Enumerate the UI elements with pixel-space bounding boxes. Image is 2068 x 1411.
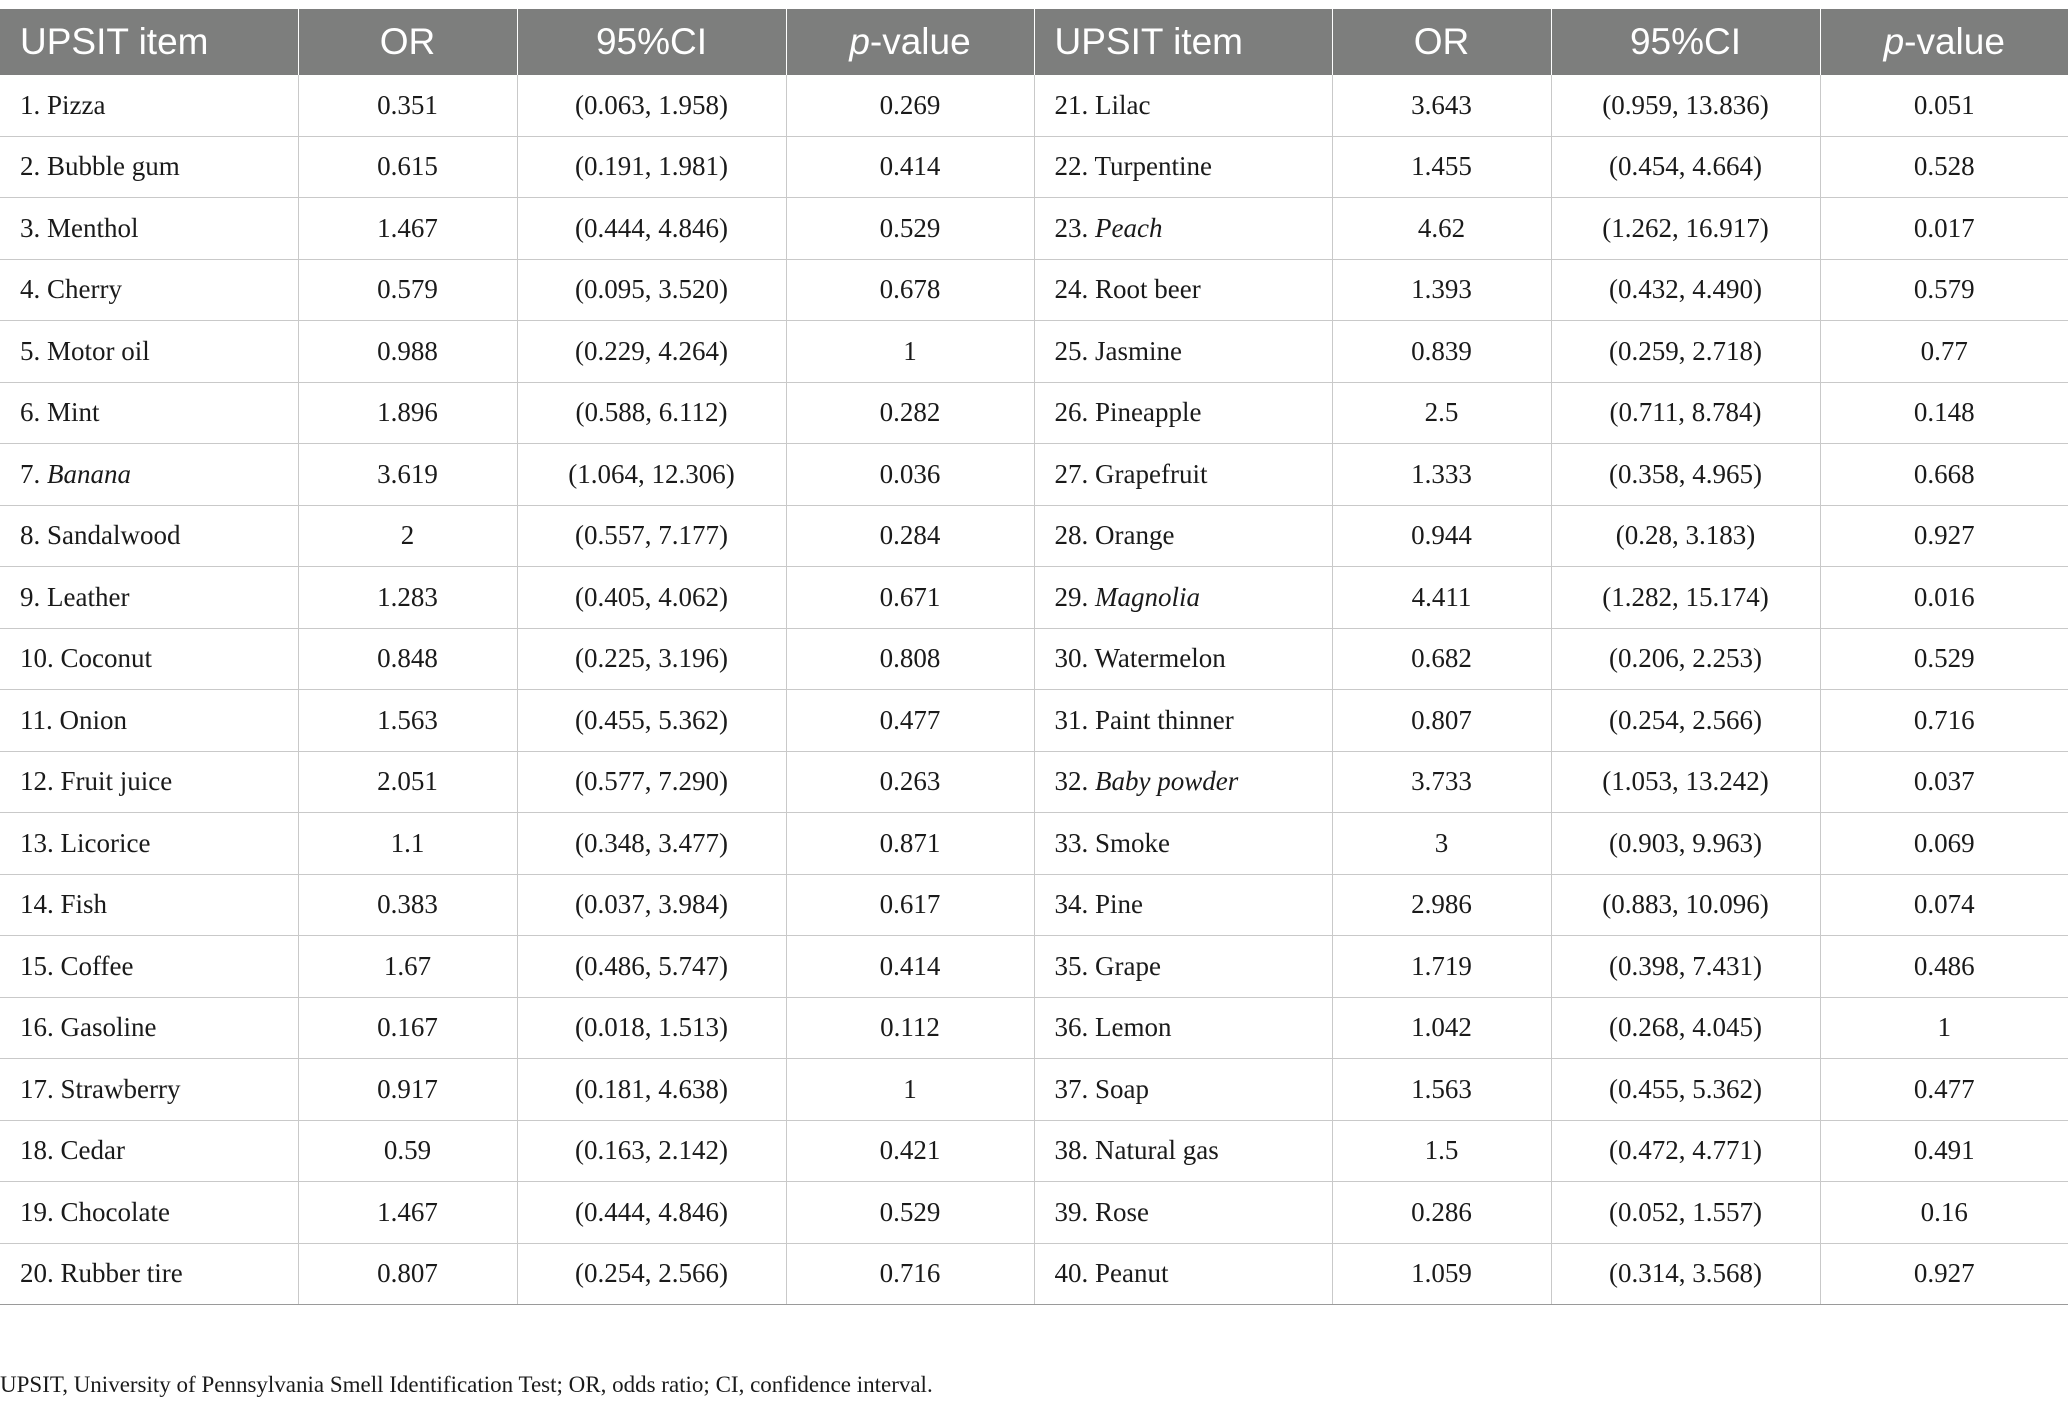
cell-or: 1.896	[298, 382, 517, 444]
cell-ci: (0.588, 6.112)	[517, 382, 786, 444]
cell-p-value: 1	[786, 1059, 1034, 1121]
item-number: 2.	[20, 151, 41, 182]
cell-or: 0.286	[1332, 1182, 1551, 1244]
table-row	[0, 198, 2068, 260]
item-number: 33.	[1054, 827, 1089, 858]
table-row	[0, 628, 2068, 690]
table-row	[0, 751, 2068, 813]
table-row	[0, 382, 2068, 444]
cell-ci: (1.064, 12.306)	[517, 444, 786, 506]
header-p-value-2	[1820, 9, 2068, 75]
cell-upsit-item	[1034, 321, 1332, 383]
table-row	[0, 874, 2068, 936]
item-name: Menthol	[47, 212, 139, 243]
item-name: Licorice	[60, 827, 151, 858]
cell-or: 2.5	[1332, 382, 1551, 444]
item-number: 23.	[1054, 212, 1089, 243]
cell-upsit-item	[0, 75, 298, 136]
cell-upsit-item	[0, 628, 298, 690]
cell-ci: (0.883, 10.096)	[1551, 874, 1820, 936]
cell-or: 1.467	[298, 198, 517, 260]
cell-p-value: 0.491	[1820, 1120, 2068, 1182]
cell-p-value: 0.808	[786, 628, 1034, 690]
item-number: 37.	[1054, 1073, 1089, 1104]
cell-p-value: 0.529	[786, 198, 1034, 260]
item-number: 39.	[1054, 1196, 1089, 1227]
cell-upsit-item	[1034, 136, 1332, 198]
cell-ci: (0.181, 4.638)	[517, 1059, 786, 1121]
item-name: Peach	[1095, 212, 1163, 243]
item-number: 21.	[1054, 89, 1089, 120]
cell-ci: (0.454, 4.664)	[1551, 136, 1820, 198]
item-number: 20.	[20, 1258, 54, 1289]
cell-or: 3.733	[1332, 751, 1551, 813]
item-number: 40.	[1054, 1258, 1089, 1289]
item-number: 9.	[20, 581, 41, 612]
cell-p-value: 1	[786, 321, 1034, 383]
cell-p-value: 0.269	[786, 75, 1034, 136]
header-or: OR	[298, 9, 517, 75]
header-p-value	[786, 9, 1034, 75]
cell-upsit-item	[1034, 1059, 1332, 1121]
item-name: Chocolate	[60, 1196, 170, 1227]
cell-p-value: 0.678	[786, 259, 1034, 321]
cell-upsit-item	[1034, 1182, 1332, 1244]
item-number: 16.	[20, 1012, 54, 1043]
table-row	[0, 1059, 2068, 1121]
cell-upsit-item	[0, 997, 298, 1059]
cell-or: 0.839	[1332, 321, 1551, 383]
item-name: Fruit juice	[60, 766, 173, 797]
cell-or: 3.619	[298, 444, 517, 506]
cell-ci: (0.225, 3.196)	[517, 628, 786, 690]
cell-ci: (0.052, 1.557)	[1551, 1182, 1820, 1244]
header-ci: 95%CI	[517, 9, 786, 75]
cell-upsit-item	[0, 1243, 298, 1305]
cell-upsit-item	[0, 936, 298, 998]
table-row	[0, 1182, 2068, 1244]
item-name: Root beer	[1095, 274, 1201, 305]
item-number: 32.	[1054, 766, 1089, 797]
cell-upsit-item	[1034, 874, 1332, 936]
item-name: Lilac	[1095, 89, 1151, 120]
cell-or: 0.917	[298, 1059, 517, 1121]
table-header	[0, 9, 2068, 75]
upsit-table-container	[0, 9, 2068, 1305]
cell-or: 0.615	[298, 136, 517, 198]
cell-p-value: 0.871	[786, 813, 1034, 875]
cell-ci: (0.28, 3.183)	[1551, 505, 1820, 567]
item-number: 35.	[1054, 950, 1089, 981]
cell-upsit-item	[0, 321, 298, 383]
cell-or: 0.59	[298, 1120, 517, 1182]
cell-or: 1.283	[298, 567, 517, 629]
cell-upsit-item	[1034, 997, 1332, 1059]
item-name: Pine	[1095, 889, 1144, 920]
cell-ci: (0.903, 9.963)	[1551, 813, 1820, 875]
cell-ci: (0.229, 4.264)	[517, 321, 786, 383]
cell-or: 0.848	[298, 628, 517, 690]
cell-or: 0.351	[298, 75, 517, 136]
item-number: 12.	[20, 766, 54, 797]
cell-p-value: 0.017	[1820, 198, 2068, 260]
table-row	[0, 997, 2068, 1059]
item-name: Peanut	[1095, 1258, 1169, 1289]
item-name: Soap	[1095, 1073, 1149, 1104]
table-row	[0, 1243, 2068, 1305]
cell-or: 1.1	[298, 813, 517, 875]
item-number: 36.	[1054, 1012, 1089, 1043]
cell-or: 2.051	[298, 751, 517, 813]
item-number: 1.	[20, 89, 41, 120]
cell-p-value: 0.074	[1820, 874, 2068, 936]
cell-ci: (0.348, 3.477)	[517, 813, 786, 875]
cell-p-value: 0.716	[1820, 690, 2068, 752]
cell-p-value: 0.671	[786, 567, 1034, 629]
header-p-rest: -value	[869, 21, 971, 62]
cell-ci: (0.206, 2.253)	[1551, 628, 1820, 690]
item-name: Grape	[1095, 950, 1161, 981]
table-row	[0, 813, 2068, 875]
item-number: 8.	[20, 520, 41, 551]
item-name: Leather	[47, 581, 130, 612]
table-row	[0, 259, 2068, 321]
item-name: Grapefruit	[1095, 458, 1208, 489]
cell-upsit-item	[0, 505, 298, 567]
cell-p-value: 0.477	[786, 690, 1034, 752]
table-row	[0, 567, 2068, 629]
cell-upsit-item	[1034, 198, 1332, 260]
table-footnote: UPSIT, University of Pennsylvania Smell Identification Test; OR, odds ratio; CI, confidence interval.	[0, 1372, 933, 1397]
cell-p-value: 0.414	[786, 936, 1034, 998]
item-name: Orange	[1095, 520, 1175, 551]
cell-upsit-item	[1034, 813, 1332, 875]
cell-p-value: 0.528	[1820, 136, 2068, 198]
cell-p-value: 0.016	[1820, 567, 2068, 629]
item-number: 25.	[1054, 335, 1089, 366]
cell-or: 0.807	[298, 1243, 517, 1305]
table-body	[0, 75, 2068, 1305]
item-name: Strawberry	[60, 1073, 181, 1104]
cell-or: 3	[1332, 813, 1551, 875]
header-row	[0, 9, 2068, 75]
cell-or: 0.383	[298, 874, 517, 936]
cell-upsit-item	[0, 1059, 298, 1121]
item-number: 26.	[1054, 397, 1089, 428]
cell-upsit-item	[0, 136, 298, 198]
cell-ci: (0.268, 4.045)	[1551, 997, 1820, 1059]
item-number: 19.	[20, 1196, 54, 1227]
item-number: 14.	[20, 889, 54, 920]
item-number: 28.	[1054, 520, 1089, 551]
cell-ci: (0.959, 13.836)	[1551, 75, 1820, 136]
item-number: 17.	[20, 1073, 54, 1104]
cell-ci: (0.191, 1.981)	[517, 136, 786, 198]
header-or-2: OR	[1332, 9, 1551, 75]
cell-upsit-item	[1034, 751, 1332, 813]
cell-p-value: 0.77	[1820, 321, 2068, 383]
cell-upsit-item	[1034, 567, 1332, 629]
item-name: Smoke	[1095, 827, 1171, 858]
cell-or: 1.67	[298, 936, 517, 998]
item-number: 13.	[20, 827, 54, 858]
item-name: Baby powder	[1095, 766, 1239, 797]
cell-p-value: 0.037	[1820, 751, 2068, 813]
cell-upsit-item	[0, 813, 298, 875]
item-name: Turpentine	[1094, 151, 1213, 182]
cell-p-value: 0.284	[786, 505, 1034, 567]
table-row	[0, 75, 2068, 136]
cell-ci: (0.444, 4.846)	[517, 1182, 786, 1244]
cell-or: 1.059	[1332, 1243, 1551, 1305]
cell-ci: (0.455, 5.362)	[517, 690, 786, 752]
cell-or: 1.563	[1332, 1059, 1551, 1121]
cell-upsit-item	[0, 444, 298, 506]
cell-p-value: 0.927	[1820, 505, 2068, 567]
cell-ci: (0.358, 4.965)	[1551, 444, 1820, 506]
item-name: Cherry	[47, 274, 122, 305]
cell-ci: (0.018, 1.513)	[517, 997, 786, 1059]
cell-or: 0.988	[298, 321, 517, 383]
item-name: Pizza	[47, 89, 106, 120]
cell-upsit-item	[1034, 936, 1332, 998]
cell-upsit-item	[1034, 259, 1332, 321]
table-row	[0, 444, 2068, 506]
cell-ci: (0.254, 2.566)	[1551, 690, 1820, 752]
cell-p-value: 0.112	[786, 997, 1034, 1059]
item-number: 3.	[20, 212, 41, 243]
cell-upsit-item	[0, 1120, 298, 1182]
item-name: Cedar	[60, 1135, 125, 1166]
cell-or: 4.411	[1332, 567, 1551, 629]
cell-upsit-item	[0, 751, 298, 813]
cell-p-value: 0.148	[1820, 382, 2068, 444]
cell-or: 1.563	[298, 690, 517, 752]
cell-or: 1.042	[1332, 997, 1551, 1059]
item-name: Jasmine	[1095, 335, 1182, 366]
cell-ci: (0.037, 3.984)	[517, 874, 786, 936]
cell-ci: (0.486, 5.747)	[517, 936, 786, 998]
item-name: Rose	[1095, 1196, 1149, 1227]
cell-upsit-item	[1034, 382, 1332, 444]
item-number: 24.	[1054, 274, 1089, 305]
cell-or: 1.455	[1332, 136, 1551, 198]
cell-or: 0.944	[1332, 505, 1551, 567]
cell-upsit-item	[1034, 690, 1332, 752]
cell-ci: (0.472, 4.771)	[1551, 1120, 1820, 1182]
cell-p-value: 0.927	[1820, 1243, 2068, 1305]
cell-ci: (0.711, 8.784)	[1551, 382, 1820, 444]
cell-or: 1.393	[1332, 259, 1551, 321]
cell-upsit-item	[0, 382, 298, 444]
cell-ci: (0.063, 1.958)	[517, 75, 786, 136]
item-name: Coconut	[60, 643, 152, 674]
item-name: Pineapple	[1095, 397, 1202, 428]
item-name: Mint	[47, 397, 100, 428]
cell-ci: (0.405, 4.062)	[517, 567, 786, 629]
cell-ci: (0.095, 3.520)	[517, 259, 786, 321]
cell-p-value: 0.069	[1820, 813, 2068, 875]
cell-upsit-item	[1034, 628, 1332, 690]
item-name: Bubble gum	[47, 151, 180, 182]
cell-upsit-item	[0, 690, 298, 752]
item-number: 7.	[20, 458, 41, 489]
table-row	[0, 690, 2068, 752]
cell-or: 0.807	[1332, 690, 1551, 752]
cell-ci: (0.577, 7.290)	[517, 751, 786, 813]
item-number: 18.	[20, 1135, 54, 1166]
cell-or: 1.467	[298, 1182, 517, 1244]
header-ci-2: 95%CI	[1551, 9, 1820, 75]
cell-p-value: 0.421	[786, 1120, 1034, 1182]
cell-or: 0.579	[298, 259, 517, 321]
table-row	[0, 1120, 2068, 1182]
cell-upsit-item	[0, 1182, 298, 1244]
item-number: 5.	[20, 335, 41, 366]
item-name: Sandalwood	[47, 520, 181, 551]
item-number: 6.	[20, 397, 41, 428]
cell-upsit-item	[0, 259, 298, 321]
item-number: 15.	[20, 950, 54, 981]
cell-p-value: 0.036	[786, 444, 1034, 506]
cell-ci: (0.557, 7.177)	[517, 505, 786, 567]
table-row	[0, 505, 2068, 567]
cell-ci: (0.254, 2.566)	[517, 1243, 786, 1305]
cell-p-value: 0.477	[1820, 1059, 2068, 1121]
cell-p-value: 0.529	[1820, 628, 2068, 690]
cell-upsit-item	[0, 567, 298, 629]
item-number: 31.	[1054, 704, 1089, 735]
cell-ci: (0.259, 2.718)	[1551, 321, 1820, 383]
cell-or: 2	[298, 505, 517, 567]
cell-or: 0.167	[298, 997, 517, 1059]
cell-upsit-item	[1034, 505, 1332, 567]
item-name: Motor oil	[47, 335, 150, 366]
cell-p-value: 0.051	[1820, 75, 2068, 136]
cell-p-value: 1	[1820, 997, 2068, 1059]
cell-upsit-item	[1034, 1243, 1332, 1305]
header-p-italic: p	[849, 21, 870, 62]
item-name: Paint thinner	[1095, 704, 1234, 735]
cell-upsit-item	[0, 198, 298, 260]
cell-ci: (0.398, 7.431)	[1551, 936, 1820, 998]
cell-ci: (1.262, 16.917)	[1551, 198, 1820, 260]
header-p-rest-2: -value	[1904, 21, 2005, 62]
cell-ci: (0.455, 5.362)	[1551, 1059, 1820, 1121]
item-name: Onion	[59, 704, 127, 735]
cell-ci: (1.053, 13.242)	[1551, 751, 1820, 813]
item-name: Lemon	[1095, 1012, 1172, 1043]
cell-or: 1.5	[1332, 1120, 1551, 1182]
item-number: 27.	[1054, 458, 1089, 489]
item-number: 30.	[1054, 643, 1089, 674]
cell-p-value: 0.579	[1820, 259, 2068, 321]
cell-ci: (0.163, 2.142)	[517, 1120, 786, 1182]
cell-ci: (0.314, 3.568)	[1551, 1243, 1820, 1305]
cell-p-value: 0.716	[786, 1243, 1034, 1305]
table-row	[0, 136, 2068, 198]
item-name: Magnolia	[1095, 581, 1200, 612]
item-name: Gasoline	[60, 1012, 157, 1043]
cell-p-value: 0.668	[1820, 444, 2068, 506]
cell-ci: (0.444, 4.846)	[517, 198, 786, 260]
cell-or: 2.986	[1332, 874, 1551, 936]
cell-upsit-item	[1034, 1120, 1332, 1182]
cell-or: 4.62	[1332, 198, 1551, 260]
cell-upsit-item	[1034, 75, 1332, 136]
cell-p-value: 0.16	[1820, 1182, 2068, 1244]
cell-upsit-item	[1034, 444, 1332, 506]
cell-p-value: 0.486	[1820, 936, 2068, 998]
item-number: 22.	[1054, 151, 1089, 182]
item-name: Watermelon	[1094, 643, 1226, 674]
cell-ci: (1.282, 15.174)	[1551, 567, 1820, 629]
cell-p-value: 0.529	[786, 1182, 1034, 1244]
header-p-italic-2: p	[1883, 21, 1905, 62]
upsit-odds-ratio-table	[0, 9, 2068, 1305]
item-name: Rubber tire	[60, 1258, 183, 1289]
item-name: Fish	[60, 889, 108, 920]
item-number: 10.	[20, 643, 54, 674]
header-upsit-item-2: UPSIT item	[1034, 9, 1332, 75]
item-number: 34.	[1054, 889, 1089, 920]
cell-or: 0.682	[1332, 628, 1551, 690]
item-name: Natural gas	[1095, 1135, 1219, 1166]
item-name: Coffee	[60, 950, 134, 981]
cell-p-value: 0.263	[786, 751, 1034, 813]
header-upsit-item: UPSIT item	[0, 9, 298, 75]
table-row	[0, 936, 2068, 998]
cell-ci: (0.432, 4.490)	[1551, 259, 1820, 321]
cell-upsit-item	[0, 874, 298, 936]
cell-or: 1.333	[1332, 444, 1551, 506]
item-number: 11.	[20, 704, 53, 735]
item-number: 29.	[1054, 581, 1089, 612]
cell-p-value: 0.617	[786, 874, 1034, 936]
item-number: 4.	[20, 274, 41, 305]
cell-or: 3.643	[1332, 75, 1551, 136]
item-name: Banana	[47, 458, 131, 489]
cell-p-value: 0.282	[786, 382, 1034, 444]
item-number: 38.	[1054, 1135, 1089, 1166]
cell-or: 1.719	[1332, 936, 1551, 998]
table-row	[0, 321, 2068, 383]
cell-p-value: 0.414	[786, 136, 1034, 198]
